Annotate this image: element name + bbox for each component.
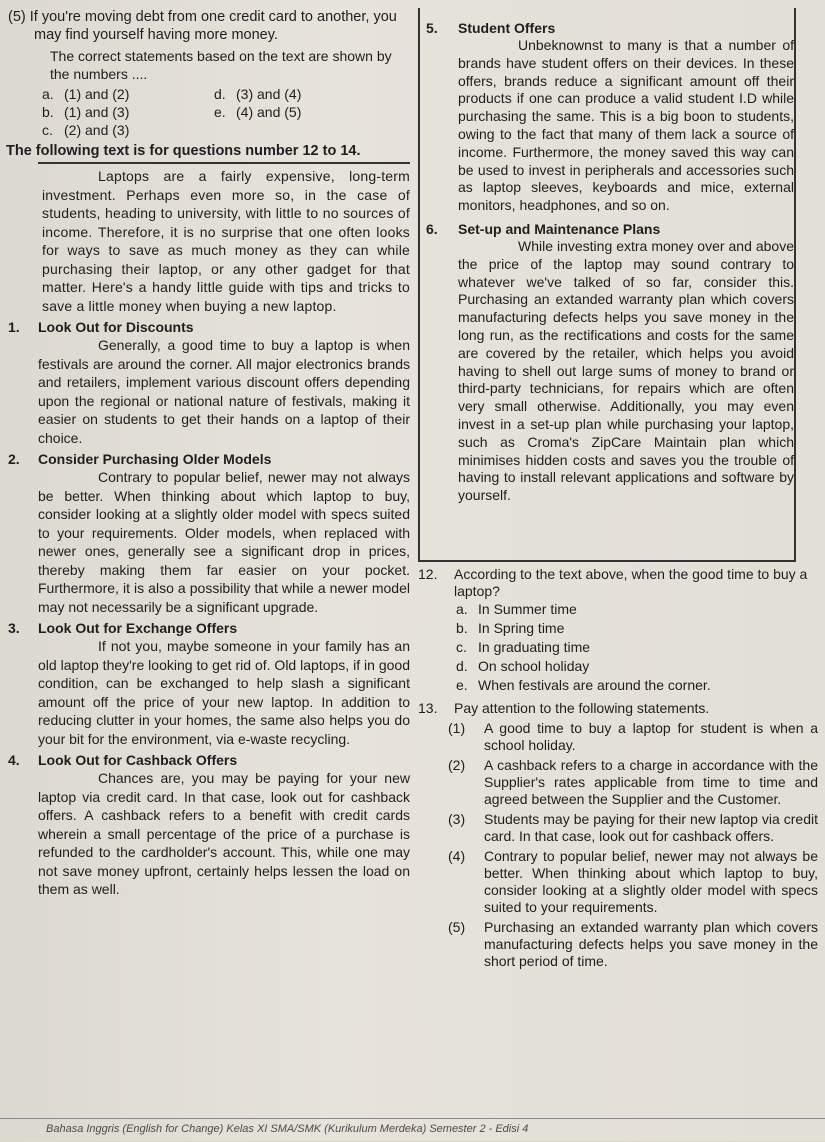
question-12-stem: 12. According to the text above, when the good time to buy a laptop? xyxy=(418,566,808,599)
reading-text-heading: The following text is for questions number 12 to 14. xyxy=(6,143,361,159)
section-3-title: 3. Look Out for Exchange Offers xyxy=(8,620,238,636)
question-5-stem: (5) If you're moving debt from one credit card to another, you may find yourself having more money. xyxy=(8,9,397,43)
option-text[interactable]: (3) and (4) xyxy=(236,86,302,102)
statement-1: (1) A good time to buy a laptop for student is when a school holiday. xyxy=(448,720,818,753)
question-12 xyxy=(418,566,818,695)
statement-3: (3) Students may be paying for their new laptop via credit card. In that case, look out for cashback offers. xyxy=(448,811,818,844)
statement-4: (4) Contrary to popular belief, newer may not always be better. When thinking about which laptop to buy, consider looking at a slightly older model with specs suited to your requirements. xyxy=(448,848,818,915)
section-4-title: 4. Look Out for Cashback Offers xyxy=(8,752,238,768)
footer-text: Bahasa Inggris (English for Change) Kelas XI SMA/SMK (Kurikulum Merdeka) Semester 2 - Edisi 4 xyxy=(46,1123,529,1135)
answer-options xyxy=(42,85,410,139)
section-6-body: While investing extra money over and above the price of the laptop may sound contrary to whatever we've talked of so far, consider this. Purchasing an extanded warranty plan which covers manufacturing defects helps you save money in the long run, as the rectifications and costs for the same are covered by the retailer, which helps you avoid having to shell out large sums of money to brand or third-party technicians, for repairs which are often very small otherwise. Additionally, you may even invest in a set-up plan while purchasing your laptop, such as Croma's ZipCare Maintain plan which minimises hidden costs and saves you the trouble of having to install relevant applications and software by yourself. xyxy=(458,237,794,504)
section-5-title: 5. Student Offers xyxy=(426,20,556,36)
option-letter[interactable]: c. xyxy=(42,122,53,138)
statement-2: (2) A cashback refers to a charge in accordance with the Supplier's rates applicable from time to time and agreed between the Supplier and the Customer. xyxy=(448,757,818,807)
question-13-stem: 13. Pay attention to the following statements. xyxy=(418,700,710,716)
option-letter[interactable]: b. xyxy=(42,104,54,120)
section-1-title: 1. Look Out for Discounts xyxy=(8,319,194,335)
divider xyxy=(38,162,410,164)
option-e[interactable]: e. When festivals are around the corner. xyxy=(456,677,711,693)
question-12-options xyxy=(456,600,818,695)
option-text[interactable]: (1) and (2) xyxy=(64,86,130,102)
section-4-body: Chances are, you may be paying for your new laptop via credit card. In that case, look out for cashback offers. A cashback refers to a benefit with credit cards wherein a small percentage of the price of a purchase is refunded to the cardholder's account. This, while one may not save money upfront, certainly helps lessen the load on them as well. xyxy=(38,770,410,897)
option-letter[interactable]: e. xyxy=(214,104,226,120)
option-text[interactable]: (4) and (5) xyxy=(236,104,302,120)
section-5-body: Unbeknownst to many is that a number of brands have student offers on their devices. In these offers, brands reduce a significant amount off their products if one can produce a valid student I.D while purchasing the same. This is a big boon to students, owing to the fact that many of them lack a source of income. Furthermore, the money saved this way can be used to invest in peripherals and accessories such as laptop sleeves, keyboards and mice, external monitors, headphones, and so on. xyxy=(458,37,794,214)
intro-paragraph: Laptops are a fairly expensive, long-term investment. Perhaps even more so, in the case of students, heading to university, with little to no sources of income. Therefore, it is no surprise that one often looks for ways to save as much money as they can while purchasing their laptop, or any other gadget for that matter. Here's a handy little guide with tips and tricks to save a little money when buying a new laptop. xyxy=(42,168,410,314)
section-3-body: If not you, maybe someone in your family has an old laptop they're looking to get rid of. Old laptops, if in good condition, can be exchanged to help slash a significant amount off the price of your new laptop. In addition to reducing clutter in your homes, the same also helps you do your bit for the environment, via e-waste recycling. xyxy=(38,638,410,747)
page-footer xyxy=(0,1118,825,1142)
section-6-title: 6. Set-up and Maintenance Plans xyxy=(426,220,661,237)
section-2-body: Contrary to popular belief, newer may not always be better. When thinking about which laptop to buy, consider looking at a slightly older model with specs suited to your requirements. Older models, when replaced with newer ones, generally see a significant drop in prices, thereby making them far easier on your pocket. Furthermore, it is also a possibility that while a newer model may not necessarily be a significant upgrade. xyxy=(38,469,410,615)
left-column xyxy=(8,8,410,899)
section-2-title: 2. Consider Purchasing Older Models xyxy=(8,451,272,467)
right-column-text xyxy=(426,10,794,505)
question-instruction: The correct statements based on the text are shown by the numbers .... xyxy=(50,48,392,82)
statement-5: (5) Purchasing an extanded warranty plan which covers manufacturing defects helps you save money in the short period of time. xyxy=(448,919,818,969)
option-c[interactable]: c. In graduating time xyxy=(456,639,591,655)
option-letter[interactable]: d. xyxy=(214,86,226,102)
question-13 xyxy=(418,700,818,970)
option-b[interactable]: b. In Spring time xyxy=(456,620,565,636)
option-letter[interactable]: a. xyxy=(42,86,54,102)
option-d[interactable]: d. On school holiday xyxy=(456,658,590,674)
option-text[interactable]: (2) and (3) xyxy=(64,122,130,138)
option-a[interactable]: a. In Summer time xyxy=(456,601,577,617)
section-1-body: Generally, a good time to buy a laptop is when festivals are around the corner. All major electronics brands and retailers, implement various discount offers depending upon the regional or national nature of festivals, making it easier on students to get their hands on a laptop of their choice. xyxy=(38,337,410,446)
option-text[interactable]: (1) and (3) xyxy=(64,104,130,120)
